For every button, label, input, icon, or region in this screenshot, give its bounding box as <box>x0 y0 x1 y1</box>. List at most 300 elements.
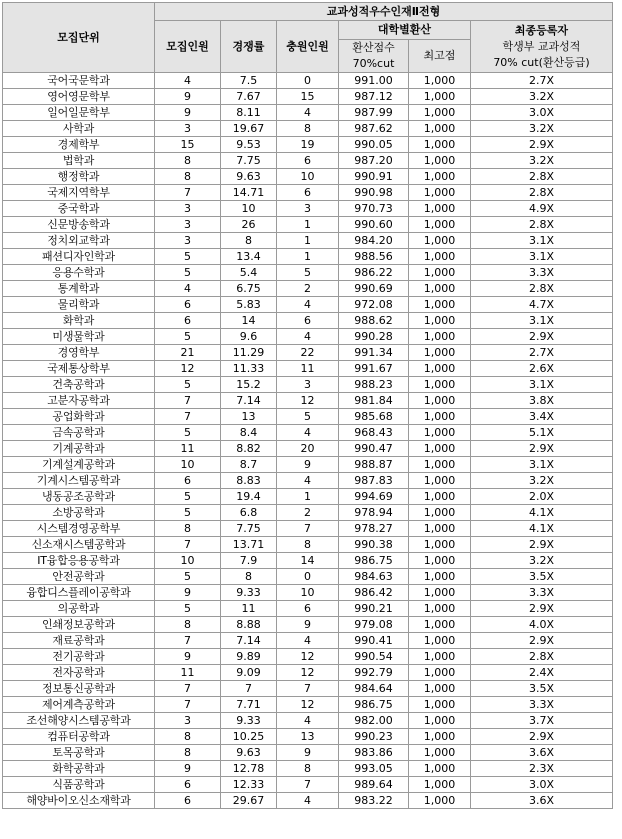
cell-max-score: 1,000 <box>409 441 471 457</box>
cell-additional: 8 <box>277 537 339 553</box>
cell-max-score: 1,000 <box>409 569 471 585</box>
cell-competition: 10 <box>221 201 277 217</box>
cell-recruit: 3 <box>155 233 221 249</box>
cell-converted-score: 987.99 <box>339 105 409 121</box>
cell-max-score: 1,000 <box>409 521 471 537</box>
cell-additional: 5 <box>277 409 339 425</box>
cell-additional: 1 <box>277 217 339 233</box>
cell-max-score: 1,000 <box>409 665 471 681</box>
cell-competition: 8.82 <box>221 441 277 457</box>
cell-unit: 고분자공학과 <box>3 393 155 409</box>
cell-final-grade: 3.3X <box>471 697 613 713</box>
cell-additional: 6 <box>277 185 339 201</box>
table-row <box>3 585 613 601</box>
cell-competition: 8 <box>221 569 277 585</box>
cell-converted-score: 978.94 <box>339 505 409 521</box>
cell-converted-score: 990.38 <box>339 537 409 553</box>
cell-additional: 8 <box>277 121 339 137</box>
cell-final-grade: 3.2X <box>471 473 613 489</box>
cell-additional: 14 <box>277 553 339 569</box>
cell-recruit: 6 <box>155 777 221 793</box>
cell-unit: 기계시스템공학과 <box>3 473 155 489</box>
cell-recruit: 9 <box>155 761 221 777</box>
cell-recruit: 8 <box>155 169 221 185</box>
cell-unit: 토목공학과 <box>3 745 155 761</box>
table-row <box>3 105 613 121</box>
cell-converted-score: 990.47 <box>339 441 409 457</box>
cell-max-score: 1,000 <box>409 233 471 249</box>
table-row <box>3 505 613 521</box>
cell-additional: 1 <box>277 249 339 265</box>
cell-unit: 융합디스플레이공학과 <box>3 585 155 601</box>
table-row <box>3 377 613 393</box>
table-row <box>3 681 613 697</box>
cell-final-grade: 3.2X <box>471 153 613 169</box>
cell-competition: 11 <box>221 601 277 617</box>
cell-recruit: 6 <box>155 793 221 809</box>
cell-max-score: 1,000 <box>409 601 471 617</box>
cell-max-score: 1,000 <box>409 729 471 745</box>
cell-max-score: 1,000 <box>409 713 471 729</box>
cell-converted-score: 970.73 <box>339 201 409 217</box>
cell-competition: 7.71 <box>221 697 277 713</box>
cell-additional: 12 <box>277 665 339 681</box>
cell-recruit: 8 <box>155 729 221 745</box>
cell-additional: 12 <box>277 697 339 713</box>
cell-competition: 11.29 <box>221 345 277 361</box>
cell-max-score: 1,000 <box>409 201 471 217</box>
table-row <box>3 361 613 377</box>
table-row <box>3 569 613 585</box>
cell-competition: 13.4 <box>221 249 277 265</box>
cell-final-grade: 2.8X <box>471 185 613 201</box>
cell-unit: 제어계측공학과 <box>3 697 155 713</box>
table-row <box>3 441 613 457</box>
cell-recruit: 12 <box>155 361 221 377</box>
cell-additional: 13 <box>277 729 339 745</box>
cell-additional: 11 <box>277 361 339 377</box>
cell-final-grade: 3.7X <box>471 713 613 729</box>
cell-max-score: 1,000 <box>409 361 471 377</box>
cell-final-grade: 2.9X <box>471 537 613 553</box>
table-row <box>3 121 613 137</box>
cell-converted-score: 990.28 <box>339 329 409 345</box>
cell-converted-score: 988.56 <box>339 249 409 265</box>
cell-converted-score: 990.60 <box>339 217 409 233</box>
table-row <box>3 73 613 89</box>
cell-max-score: 1,000 <box>409 345 471 361</box>
cell-additional: 2 <box>277 281 339 297</box>
cell-additional: 7 <box>277 777 339 793</box>
cell-unit: 건축공학과 <box>3 377 155 393</box>
cell-additional: 7 <box>277 521 339 537</box>
cell-recruit: 7 <box>155 633 221 649</box>
cell-recruit: 3 <box>155 201 221 217</box>
cell-unit: 행정학과 <box>3 169 155 185</box>
cell-competition: 6.75 <box>221 281 277 297</box>
cell-competition: 9.89 <box>221 649 277 665</box>
cell-final-grade: 3.2X <box>471 553 613 569</box>
cell-unit: 재료공학과 <box>3 633 155 649</box>
cell-final-grade: 3.1X <box>471 233 613 249</box>
cell-additional: 5 <box>277 265 339 281</box>
cell-additional: 7 <box>277 681 339 697</box>
cell-recruit: 8 <box>155 617 221 633</box>
cell-converted-score: 972.08 <box>339 297 409 313</box>
cell-recruit: 3 <box>155 217 221 233</box>
cell-competition: 7.5 <box>221 73 277 89</box>
cell-converted-score: 988.62 <box>339 313 409 329</box>
table-row <box>3 345 613 361</box>
cell-additional: 6 <box>277 601 339 617</box>
cell-converted-score: 986.42 <box>339 585 409 601</box>
cell-recruit: 15 <box>155 137 221 153</box>
cell-max-score: 1,000 <box>409 393 471 409</box>
header-recruit: 모집인원 <box>155 21 221 73</box>
cell-converted-score: 994.69 <box>339 489 409 505</box>
cell-additional: 4 <box>277 105 339 121</box>
cell-final-grade: 3.2X <box>471 89 613 105</box>
cell-unit: 컴퓨터공학과 <box>3 729 155 745</box>
header-final-sub: 학생부 교과성적 <box>502 39 581 53</box>
cell-recruit: 5 <box>155 377 221 393</box>
table-row <box>3 409 613 425</box>
table-row <box>3 153 613 169</box>
cell-competition: 14 <box>221 313 277 329</box>
cell-converted-score: 988.23 <box>339 377 409 393</box>
cell-additional: 3 <box>277 377 339 393</box>
table-row <box>3 425 613 441</box>
table-row <box>3 313 613 329</box>
cell-max-score: 1,000 <box>409 793 471 809</box>
cell-competition: 15.2 <box>221 377 277 393</box>
cell-unit: 식품공학과 <box>3 777 155 793</box>
table-row <box>3 281 613 297</box>
cell-converted-score: 992.79 <box>339 665 409 681</box>
cell-competition: 7.9 <box>221 553 277 569</box>
cell-additional: 12 <box>277 393 339 409</box>
cell-additional: 15 <box>277 89 339 105</box>
table-row <box>3 617 613 633</box>
cell-additional: 4 <box>277 425 339 441</box>
cell-final-grade: 3.1X <box>471 249 613 265</box>
cell-recruit: 5 <box>155 265 221 281</box>
cell-competition: 9.33 <box>221 585 277 601</box>
cell-final-grade: 3.0X <box>471 105 613 121</box>
cell-unit: 패션디자인학과 <box>3 249 155 265</box>
cell-final-grade: 4.9X <box>471 201 613 217</box>
cell-unit: 정보통신공학과 <box>3 681 155 697</box>
table-row <box>3 697 613 713</box>
cell-recruit: 8 <box>155 153 221 169</box>
cell-unit: 경영학부 <box>3 345 155 361</box>
cell-max-score: 1,000 <box>409 153 471 169</box>
cell-additional: 10 <box>277 169 339 185</box>
cell-recruit: 7 <box>155 409 221 425</box>
cell-additional: 22 <box>277 345 339 361</box>
cell-max-score: 1,000 <box>409 217 471 233</box>
cell-converted-score: 991.00 <box>339 73 409 89</box>
cell-unit: 신소재시스템공학과 <box>3 537 155 553</box>
cell-unit: 영어영문학부 <box>3 89 155 105</box>
cell-final-grade: 3.1X <box>471 313 613 329</box>
cell-competition: 26 <box>221 217 277 233</box>
cell-competition: 19.4 <box>221 489 277 505</box>
cell-max-score: 1,000 <box>409 745 471 761</box>
cell-final-grade: 3.3X <box>471 585 613 601</box>
cell-competition: 8.7 <box>221 457 277 473</box>
cell-max-score: 1,000 <box>409 169 471 185</box>
cell-additional: 2 <box>277 505 339 521</box>
cell-additional: 1 <box>277 233 339 249</box>
cell-final-grade: 2.9X <box>471 137 613 153</box>
cell-final-grade: 2.8X <box>471 217 613 233</box>
cell-additional: 8 <box>277 761 339 777</box>
cell-competition: 9.09 <box>221 665 277 681</box>
cell-competition: 9.33 <box>221 713 277 729</box>
table-row <box>3 649 613 665</box>
header-additional: 충원인원 <box>277 21 339 73</box>
cell-final-grade: 3.4X <box>471 409 613 425</box>
cell-final-grade: 2.0X <box>471 489 613 505</box>
cell-competition: 7.14 <box>221 393 277 409</box>
table-row <box>3 521 613 537</box>
cell-unit: 조선해양시스템공학과 <box>3 713 155 729</box>
cell-additional: 4 <box>277 297 339 313</box>
cell-max-score: 1,000 <box>409 73 471 89</box>
cell-max-score: 1,000 <box>409 761 471 777</box>
cell-max-score: 1,000 <box>409 633 471 649</box>
cell-unit: 미생물학과 <box>3 329 155 345</box>
cell-additional: 12 <box>277 649 339 665</box>
cell-competition: 5.83 <box>221 297 277 313</box>
cell-unit: 법학과 <box>3 153 155 169</box>
cell-final-grade: 3.3X <box>471 265 613 281</box>
header-converted-score-label: 환산점수 <box>352 41 395 54</box>
cell-recruit: 5 <box>155 601 221 617</box>
cell-max-score: 1,000 <box>409 457 471 473</box>
cell-max-score: 1,000 <box>409 777 471 793</box>
cell-unit: 화학과 <box>3 313 155 329</box>
cell-competition: 7 <box>221 681 277 697</box>
cell-additional: 4 <box>277 713 339 729</box>
cell-recruit: 21 <box>155 345 221 361</box>
cell-unit: 정치외교학과 <box>3 233 155 249</box>
cell-unit: 시스템경영공학부 <box>3 521 155 537</box>
cell-recruit: 6 <box>155 473 221 489</box>
cell-competition: 8 <box>221 233 277 249</box>
cell-recruit: 4 <box>155 73 221 89</box>
cell-competition: 13.71 <box>221 537 277 553</box>
cell-unit: 의공학과 <box>3 601 155 617</box>
cell-final-grade: 2.7X <box>471 345 613 361</box>
cell-final-grade: 3.6X <box>471 745 613 761</box>
cell-recruit: 9 <box>155 89 221 105</box>
cell-max-score: 1,000 <box>409 281 471 297</box>
cell-max-score: 1,000 <box>409 537 471 553</box>
cell-competition: 8.83 <box>221 473 277 489</box>
table-row <box>3 329 613 345</box>
cell-converted-score: 984.20 <box>339 233 409 249</box>
table-row <box>3 89 613 105</box>
cell-converted-score: 983.86 <box>339 745 409 761</box>
cell-recruit: 5 <box>155 505 221 521</box>
cell-final-grade: 4.0X <box>471 617 613 633</box>
cell-additional: 0 <box>277 73 339 89</box>
cell-converted-score: 991.34 <box>339 345 409 361</box>
cell-recruit: 9 <box>155 649 221 665</box>
cell-converted-score: 988.87 <box>339 457 409 473</box>
cell-max-score: 1,000 <box>409 697 471 713</box>
header-final <box>471 21 613 73</box>
cell-competition: 9.63 <box>221 169 277 185</box>
cell-converted-score: 987.62 <box>339 121 409 137</box>
table-row <box>3 249 613 265</box>
cell-additional: 9 <box>277 617 339 633</box>
cell-max-score: 1,000 <box>409 505 471 521</box>
cell-competition: 9.6 <box>221 329 277 345</box>
cell-final-grade: 3.1X <box>471 457 613 473</box>
cell-recruit: 9 <box>155 105 221 121</box>
cell-competition: 8.11 <box>221 105 277 121</box>
cell-unit: 사학과 <box>3 121 155 137</box>
cell-unit: 전자공학과 <box>3 665 155 681</box>
table-row <box>3 233 613 249</box>
cell-final-grade: 3.5X <box>471 681 613 697</box>
cell-competition: 9.63 <box>221 745 277 761</box>
cell-recruit: 7 <box>155 185 221 201</box>
cell-unit: 일어일문학부 <box>3 105 155 121</box>
cell-competition: 7.14 <box>221 633 277 649</box>
cell-unit: 물리학과 <box>3 297 155 313</box>
cell-unit: 인쇄정보공학과 <box>3 617 155 633</box>
table-row <box>3 713 613 729</box>
cell-recruit: 7 <box>155 697 221 713</box>
cell-converted-score: 990.05 <box>339 137 409 153</box>
cell-recruit: 4 <box>155 281 221 297</box>
cell-converted-score: 987.83 <box>339 473 409 489</box>
header-final-sub2: 70% cut(환산등급) <box>493 55 590 69</box>
cell-recruit: 10 <box>155 457 221 473</box>
cell-unit: 냉동공조공학과 <box>3 489 155 505</box>
table-row <box>3 633 613 649</box>
cell-competition: 7.67 <box>221 89 277 105</box>
cell-final-grade: 2.4X <box>471 665 613 681</box>
cell-unit: 기계공학과 <box>3 441 155 457</box>
cell-unit: 전기공학과 <box>3 649 155 665</box>
header-conversion-group: 대학별환산 <box>339 21 471 40</box>
cell-max-score: 1,000 <box>409 185 471 201</box>
cell-competition: 6.8 <box>221 505 277 521</box>
table-row <box>3 729 613 745</box>
cell-max-score: 1,000 <box>409 329 471 345</box>
table-row <box>3 777 613 793</box>
cell-converted-score: 979.08 <box>339 617 409 633</box>
table-row <box>3 601 613 617</box>
cell-unit: IT융합응용공학과 <box>3 553 155 569</box>
cell-unit: 신문방송학과 <box>3 217 155 233</box>
cell-recruit: 3 <box>155 713 221 729</box>
table-body <box>3 73 613 809</box>
cell-additional: 4 <box>277 793 339 809</box>
cell-max-score: 1,000 <box>409 297 471 313</box>
cell-final-grade: 2.9X <box>471 601 613 617</box>
cell-final-grade: 4.1X <box>471 521 613 537</box>
table-header <box>3 3 613 73</box>
cell-final-grade: 3.5X <box>471 569 613 585</box>
cell-competition: 12.33 <box>221 777 277 793</box>
cell-max-score: 1,000 <box>409 425 471 441</box>
cell-competition: 19.67 <box>221 121 277 137</box>
cell-competition: 7.75 <box>221 521 277 537</box>
cell-additional: 9 <box>277 457 339 473</box>
header-competition: 경쟁률 <box>221 21 277 73</box>
cell-unit: 국어국문학과 <box>3 73 155 89</box>
cell-recruit: 11 <box>155 441 221 457</box>
table-row <box>3 665 613 681</box>
cell-converted-score: 983.22 <box>339 793 409 809</box>
cell-max-score: 1,000 <box>409 121 471 137</box>
cell-final-grade: 2.9X <box>471 329 613 345</box>
cell-additional: 1 <box>277 489 339 505</box>
cell-competition: 8.88 <box>221 617 277 633</box>
cell-max-score: 1,000 <box>409 377 471 393</box>
cell-converted-score: 985.68 <box>339 409 409 425</box>
cell-max-score: 1,000 <box>409 649 471 665</box>
cell-unit: 안전공학과 <box>3 569 155 585</box>
cell-competition: 8.4 <box>221 425 277 441</box>
cell-recruit: 6 <box>155 297 221 313</box>
cell-final-grade: 2.9X <box>471 729 613 745</box>
cell-additional: 4 <box>277 329 339 345</box>
cell-unit: 기계설계공학과 <box>3 457 155 473</box>
cell-final-grade: 3.1X <box>471 377 613 393</box>
cell-additional: 20 <box>277 441 339 457</box>
cell-unit: 응용수학과 <box>3 265 155 281</box>
cell-converted-score: 990.98 <box>339 185 409 201</box>
cell-max-score: 1,000 <box>409 105 471 121</box>
cell-converted-score: 982.00 <box>339 713 409 729</box>
cell-final-grade: 5.1X <box>471 425 613 441</box>
cell-max-score: 1,000 <box>409 249 471 265</box>
cell-final-grade: 4.7X <box>471 297 613 313</box>
cell-max-score: 1,000 <box>409 137 471 153</box>
cell-additional: 3 <box>277 201 339 217</box>
cell-additional: 9 <box>277 745 339 761</box>
header-group-title: 교과성적우수인재Ⅱ전형 <box>155 3 613 21</box>
cell-max-score: 1,000 <box>409 617 471 633</box>
admissions-results-table <box>2 2 613 809</box>
cell-competition: 11.33 <box>221 361 277 377</box>
cell-final-grade: 3.6X <box>471 793 613 809</box>
cell-competition: 10.25 <box>221 729 277 745</box>
cell-additional: 4 <box>277 473 339 489</box>
cell-recruit: 7 <box>155 537 221 553</box>
table-row <box>3 169 613 185</box>
table-row <box>3 745 613 761</box>
cell-competition: 14.71 <box>221 185 277 201</box>
cell-recruit: 3 <box>155 121 221 137</box>
cell-converted-score: 991.67 <box>339 361 409 377</box>
cell-final-grade: 2.3X <box>471 761 613 777</box>
cell-converted-score: 987.20 <box>339 153 409 169</box>
cell-competition: 13 <box>221 409 277 425</box>
cell-recruit: 5 <box>155 489 221 505</box>
cell-final-grade: 2.6X <box>471 361 613 377</box>
cell-recruit: 5 <box>155 329 221 345</box>
cell-max-score: 1,000 <box>409 409 471 425</box>
cell-final-grade: 3.8X <box>471 393 613 409</box>
